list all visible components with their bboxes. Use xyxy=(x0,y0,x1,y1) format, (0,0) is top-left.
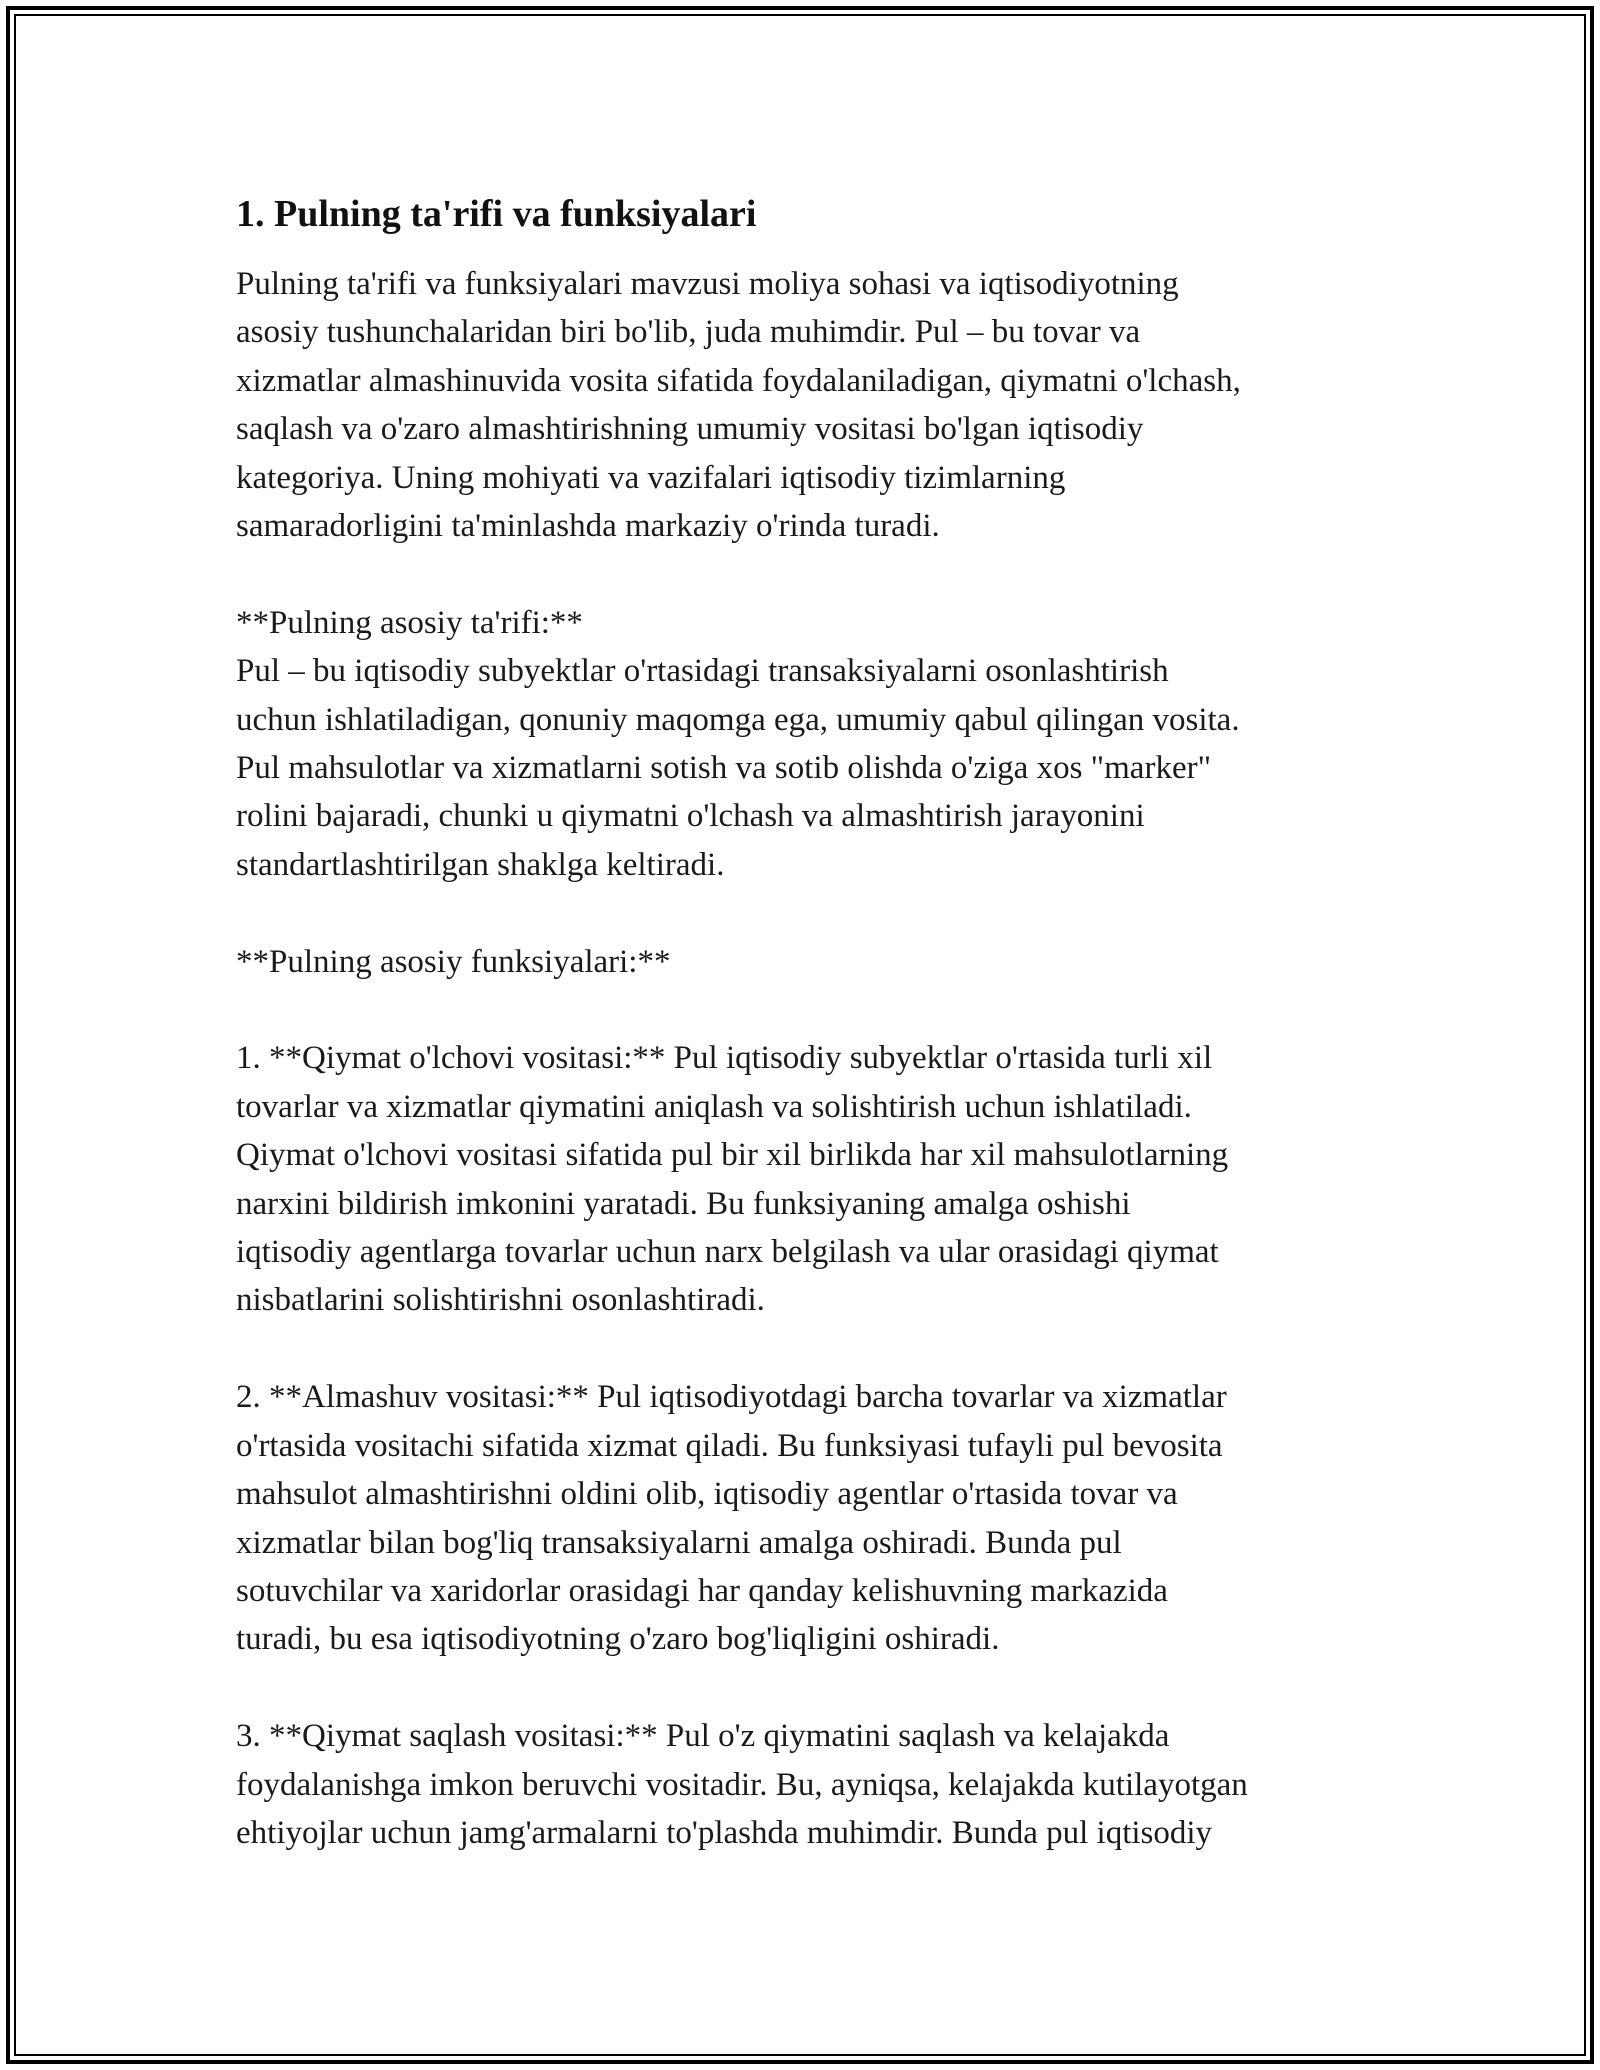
text-line: standartlashtirilgan shaklga keltiradi. xyxy=(236,846,725,883)
text-line: ehtiyojlar uchun jamg'armalarni to'plashda muhimdir. Bunda pul iqtisodiy xyxy=(236,1814,1213,1851)
text-line: 3. **Qiymat saqlash vositasi:** Pul o'z qiymatini saqlash va kelajakda xyxy=(236,1718,1170,1755)
text-line: **Pulning asosiy ta'rifi:** xyxy=(236,604,583,641)
text-line: turadi, bu esa iqtisodiyotning o'zaro bog'liqligini oshiradi. xyxy=(236,1621,1000,1658)
text-line: mahsulot almashtirishni oldini olib, iqtisodiy agentlar o'rtasida tovar va xyxy=(236,1476,1178,1513)
text-line: Pulning ta'rifi va funksiyalari mavzusi moliya sohasi va iqtisodiyotning xyxy=(236,266,1179,302)
paragraph-intro xyxy=(236,260,1376,550)
text-line: iqtisodiy agentlarga tovarlar uchun narx belgilash va ular orasidagi qiymat xyxy=(236,1234,1219,1271)
text-line: **Pulning asosiy funksiyalari:** xyxy=(236,943,671,980)
document-body xyxy=(236,182,1376,1857)
paragraph-functions-heading xyxy=(236,938,1376,986)
text-line: sotuvchilar va xaridorlar orasidagi har qanday kelishuvning markazida xyxy=(236,1572,1168,1609)
text-line: 2. **Almashuv vositasi:** Pul iqtisodiyotdagi barcha tovarlar va xizmatlar xyxy=(236,1379,1227,1416)
text-line: 1. **Qiymat o'lchovi vositasi:** Pul iqtisodiy subyektlar o'rtasida turli xil xyxy=(236,1040,1213,1077)
paragraph-spacer xyxy=(236,550,1376,598)
text-line: kategoriya. Uning mohiyati va vazifalari iqtisodiy tizimlarning xyxy=(236,459,1066,496)
text-line: uchun ishlatiladigan, qonuniy maqomga ega, umumiy qabul qilingan vosita. xyxy=(236,701,1240,738)
text-line: xizmatlar almashinuvida vosita sifatida foydalaniladigan, qiymatni o'lchash, xyxy=(236,362,1241,399)
text-line: xizmatlar bilan bog'liq transaksiyalarni amalga oshiradi. Bunda pul xyxy=(236,1524,1122,1561)
text-line: tovarlar va xizmatlar qiymatini aniqlash va solishtirish uchun ishlatiladi. xyxy=(236,1088,1192,1125)
paragraph-spacer xyxy=(236,1664,1376,1712)
text-line: foydalanishga imkon beruvchi vositadir. Bu, ayniqsa, kelajakda kutilayotgan xyxy=(236,1766,1248,1803)
text-line: Qiymat o'lchovi vositasi sifatida pul bir xil birlikda har xil mahsulotlarning xyxy=(236,1137,1229,1174)
text-line: Pul mahsulotlar va xizmatlarni sotish va sotib olishda o'ziga xos "marker" xyxy=(236,750,1212,787)
section-heading: 1. Pulning ta'rifi va funksiyalari xyxy=(236,193,757,235)
paragraph-definition xyxy=(236,599,1376,889)
paragraph-spacer xyxy=(236,889,1376,937)
text-line: asosiy tushunchalaridan biri bo'lib, juda muhimdir. Pul – bu tovar va xyxy=(236,314,1141,351)
paragraph-spacer xyxy=(236,1325,1376,1373)
paragraph-function-2 xyxy=(236,1373,1376,1663)
text-line: o'rtasida vositachi sifatida xizmat qiladi. Bu funksiyasi tufayli pul bevosita xyxy=(236,1427,1223,1464)
paragraph-function-1 xyxy=(236,1034,1376,1324)
text-line: samaradorligini ta'minlashda markaziy o'rinda turadi. xyxy=(236,508,940,545)
text-line: saqlash va o'zaro almashtirishning umumiy vositasi bo'lgan iqtisodiy xyxy=(236,411,1144,448)
text-line: nisbatlarini solishtirishni osonlashtiradi. xyxy=(236,1282,765,1319)
paragraph-spacer xyxy=(236,986,1376,1034)
text-line: Pul – bu iqtisodiy subyektlar o'rtasidagi transaksiyalarni osonlashtirish xyxy=(236,653,1169,690)
text-line: rolini bajaradi, chunki u qiymatni o'lchash va almashtirish jarayonini xyxy=(236,798,1145,835)
text-line: narxini bildirish imkonini yaratadi. Bu funksiyaning amalga oshishi xyxy=(236,1185,1131,1222)
paragraph-function-3 xyxy=(236,1712,1376,1857)
